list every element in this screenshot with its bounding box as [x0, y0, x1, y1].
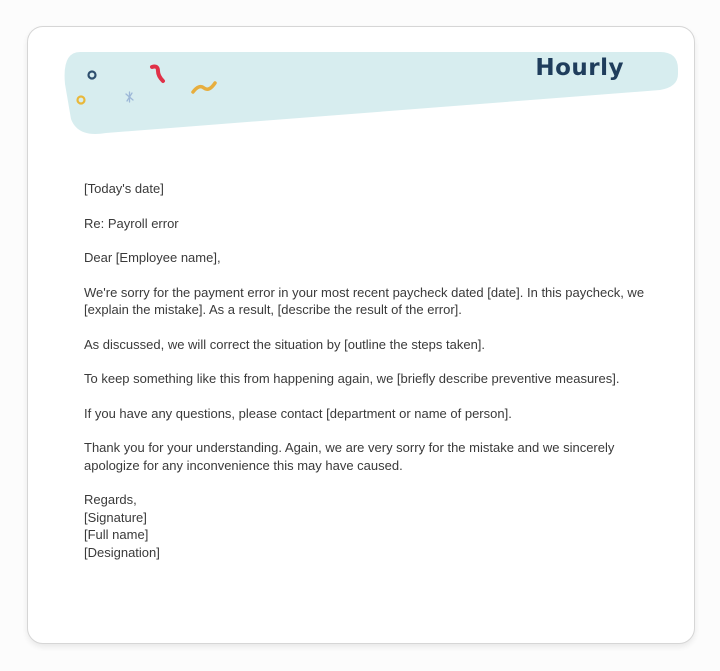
subject-line: Re: Payroll error — [84, 215, 179, 231]
paragraph-prevention: To keep something like this from happening again, we [briefly describe preventive measures]. — [84, 371, 620, 386]
salutation: Dear [Employee name], — [84, 250, 221, 265]
paragraph-contact: If you have any questions, please contact [department or name of person]. — [84, 405, 512, 421]
paragraph-correction: As discussed, we will correct the situation by [outline the steps taken]. — [84, 336, 486, 352]
signature-line: [Full name] — [84, 527, 149, 542]
letter-body — [84, 180, 672, 561]
paragraph-thanks: Thank you for your understanding. Again, we are very sorry for the mistake and we sincerely apologize for any inconvenience this may have caused. — [84, 440, 615, 473]
letter-card — [27, 26, 695, 644]
signature-block — [84, 491, 672, 561]
closing-line: Regards, — [84, 492, 137, 507]
brand-logo: Hourly — [535, 55, 624, 81]
signature-line: [Designation] — [84, 544, 160, 560]
date-line: [Today's date] — [84, 181, 164, 196]
paragraph-apology: We're sorry for the payment error in your most recent paycheck dated [date]. In this paycheck, we [explain the mistake]. As a result, [describe the result of the error]. — [84, 284, 645, 317]
signature-line: [Signature] — [84, 509, 147, 525]
